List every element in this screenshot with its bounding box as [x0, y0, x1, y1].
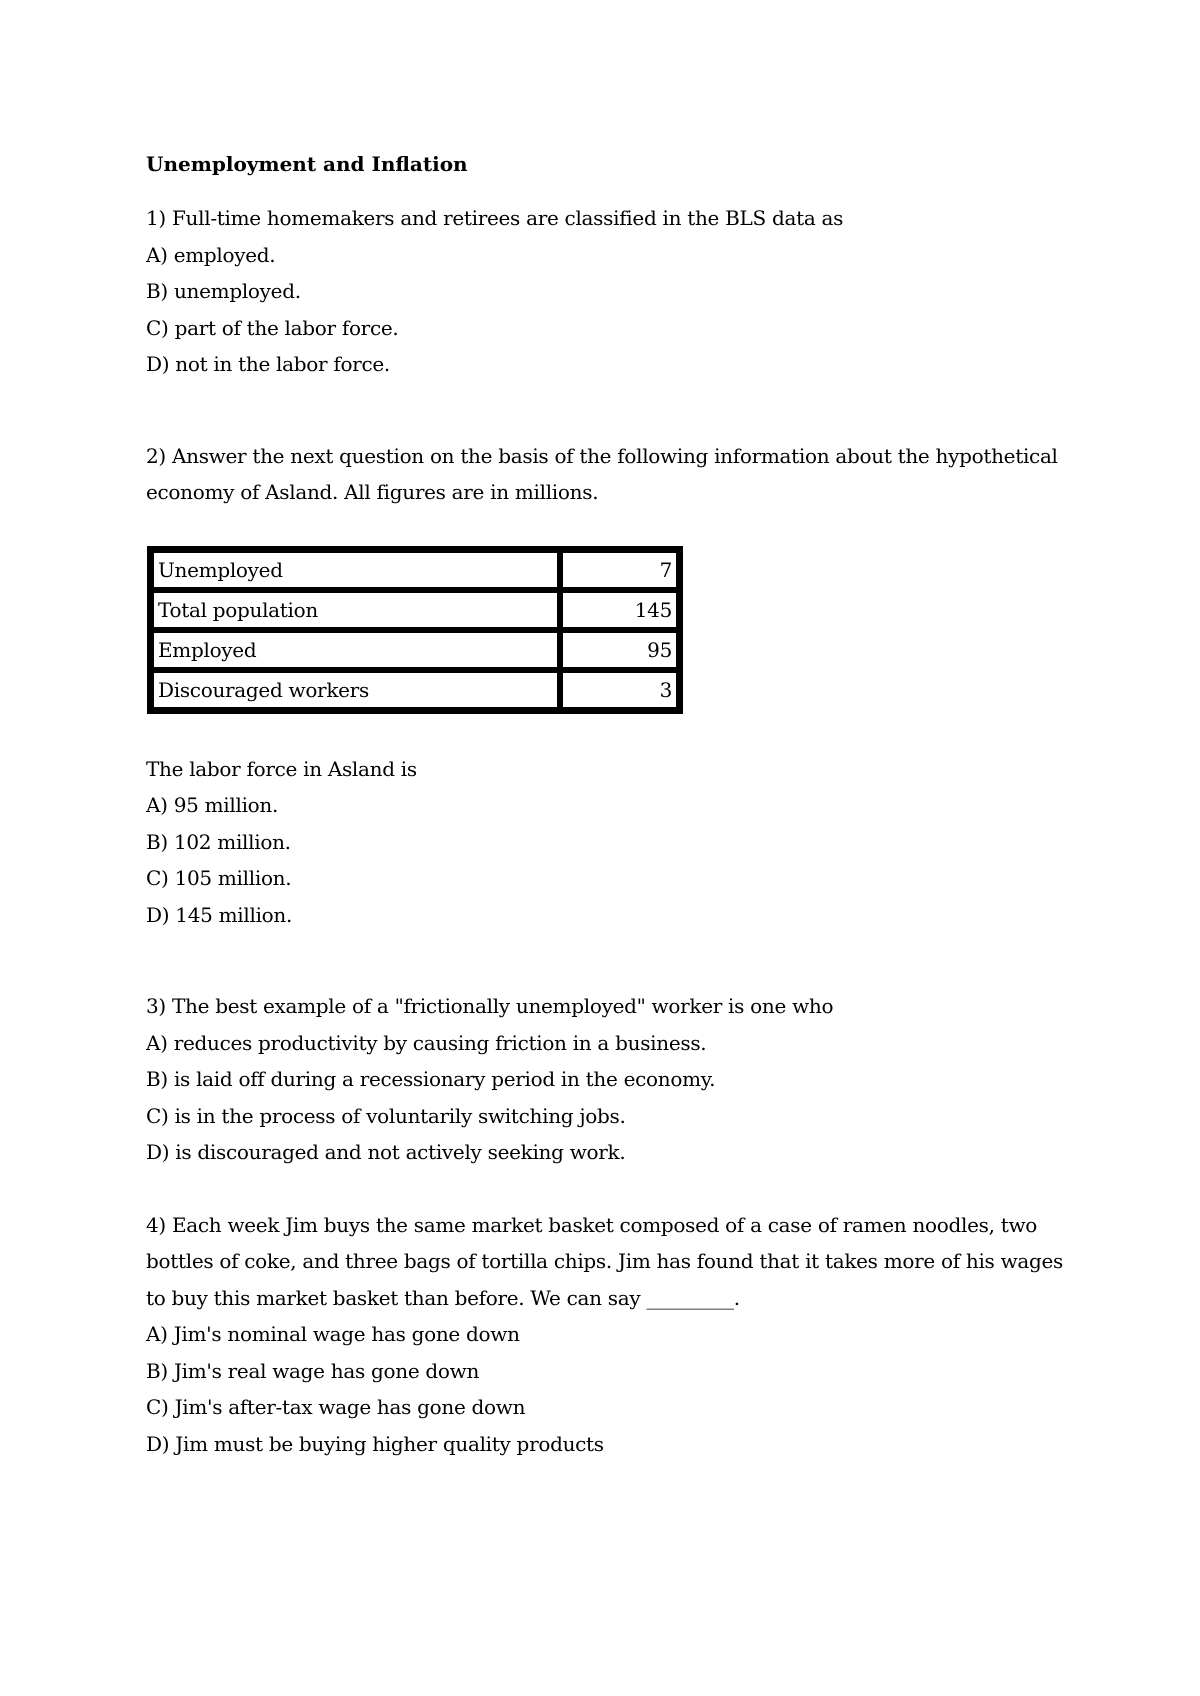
table-cell-value: 7: [560, 550, 679, 590]
question-3-option-d: D) is discouraged and not actively seeking work.: [146, 1140, 626, 1164]
table-cell-label: Employed: [151, 630, 560, 670]
question-4-option-b: B) Jim's real wage has gone down: [146, 1358, 480, 1383]
question-2-intro-line-1: 2) Answer the next question on the basis of the following information about the hypothetical: [146, 443, 1058, 468]
question-1-option-b: B) unemployed.: [146, 279, 301, 303]
document-page: [146, 146, 1066, 1462]
question-2-stem: The labor force in Asland is: [146, 756, 417, 781]
spacer: [146, 933, 1066, 988]
table-cell-value: 3: [560, 670, 679, 710]
question-1: [146, 200, 1066, 383]
spacer: [146, 511, 1066, 546]
question-2-option-c: C) 105 million.: [146, 866, 292, 890]
question-1-stem: 1) Full-time homemakers and retirees are classified in the BLS data as: [146, 206, 844, 230]
table-row: [151, 630, 679, 670]
table-row: [151, 550, 679, 590]
question-4-stem-line-3: to buy this market basket than before. We can say _________.: [146, 1285, 740, 1310]
table-cell-label: Unemployed: [151, 550, 560, 590]
question-3-stem: 3) The best example of a "frictionally unemployed" worker is one who: [146, 994, 834, 1018]
question-3-option-c: C) is in the process of voluntarily switching jobs.: [146, 1103, 626, 1128]
document-title: Unemployment and Inflation: [146, 152, 468, 176]
question-2-option-b: B) 102 million.: [146, 829, 291, 854]
question-4-stem-line-1: 4) Each week Jim buys the same market basket composed of a case of ramen noodles, two: [146, 1212, 1038, 1237]
question-4-option-a: A) Jim's nominal wage has gone down: [146, 1322, 520, 1346]
question-4: [146, 1207, 1066, 1463]
table-row: [151, 590, 679, 630]
asland-data-table: [147, 546, 683, 714]
question-2-option-d: D) 145 million.: [146, 902, 293, 927]
question-2-option-a: A) 95 million.: [146, 793, 279, 817]
question-4-stem-line-2: bottles of coke, and three bags of tortilla chips. Jim has found that it takes more of his wages: [146, 1249, 1064, 1273]
spacer: [146, 1171, 1066, 1207]
table-cell-label: Total population: [151, 590, 560, 630]
question-2: [146, 438, 1066, 934]
question-1-option-a: A) employed.: [146, 242, 276, 267]
question-3: [146, 988, 1066, 1171]
question-1-option-c: C) part of the labor force.: [146, 315, 399, 340]
question-4-option-d: D) Jim must be buying higher quality products: [146, 1431, 604, 1456]
question-4-option-c: C) Jim's after-tax wage has gone down: [146, 1395, 526, 1419]
question-1-option-d: D) not in the labor force.: [146, 352, 390, 376]
question-3-option-b: B) is laid off during a recessionary period in the economy.: [146, 1067, 716, 1091]
spacer: [146, 383, 1066, 438]
question-2-intro-line-2: economy of Asland. All figures are in millions.: [146, 480, 599, 504]
table-cell-label: Discouraged workers: [151, 670, 560, 710]
table-cell-value: 95: [560, 630, 679, 670]
table-row: [151, 670, 679, 710]
spacer: [146, 714, 1066, 751]
question-3-option-a: A) reduces productivity by causing friction in a business.: [146, 1030, 707, 1055]
table-cell-value: 145: [560, 590, 679, 630]
